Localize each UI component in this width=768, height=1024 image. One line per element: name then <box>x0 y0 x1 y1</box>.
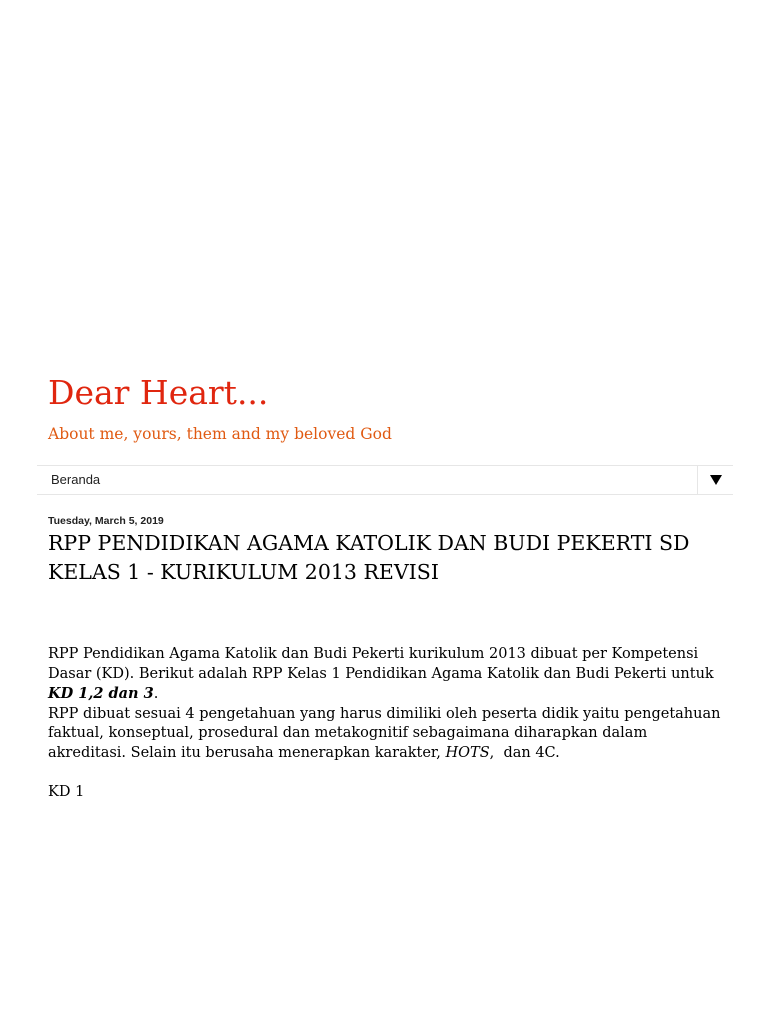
paragraph-text: . <box>153 686 159 702</box>
post-paragraph-details <box>48 705 722 764</box>
post-paragraph-intro <box>48 645 722 705</box>
post-title[interactable]: RPP PENDIDIKAN AGAMA KATOLIK DAN BUDI PEKERTI SD KELAS 1 - KURIKULUM 2013 REVISI <box>48 531 690 584</box>
kd-emphasis: KD 1,2 dan 3 <box>48 685 154 702</box>
post-date: Tuesday, March 5, 2019 <box>48 515 164 527</box>
post-body <box>48 645 722 802</box>
page-nav-bar <box>37 465 733 495</box>
section-heading-kd1: KD 1 <box>48 783 85 800</box>
hots-emphasis: HOTS <box>445 744 490 761</box>
nav-item-beranda[interactable]: Beranda <box>51 472 101 487</box>
triangle-down-icon <box>710 475 722 485</box>
paragraph-text: RPP Pendidikan Agama Katolik dan Budi Pekerti kurikulum 2013 dibuat per Kompetensi Dasar (KD). Berikut adalah RPP Kelas 1 Pendidikan Agama Katolik dan Budi Pekerti untuk <box>48 646 714 682</box>
blog-description: About me, yours, them and my beloved God <box>48 425 392 443</box>
blog-title[interactable]: Dear Heart... <box>48 373 269 412</box>
paragraph-text: , dan 4C. <box>489 744 560 761</box>
paragraph-text: RPP dibuat sesuai 4 pengetahuan yang harus dimiliki oleh peserta didik yaitu pengetahuan faktual, konseptual, prosedural dan metakognitif sebagaimana diharapkan dalam akreditasi. Selain itu berusaha menerapkan karakter, <box>48 705 721 761</box>
nav-dropdown-toggle[interactable] <box>697 466 733 494</box>
